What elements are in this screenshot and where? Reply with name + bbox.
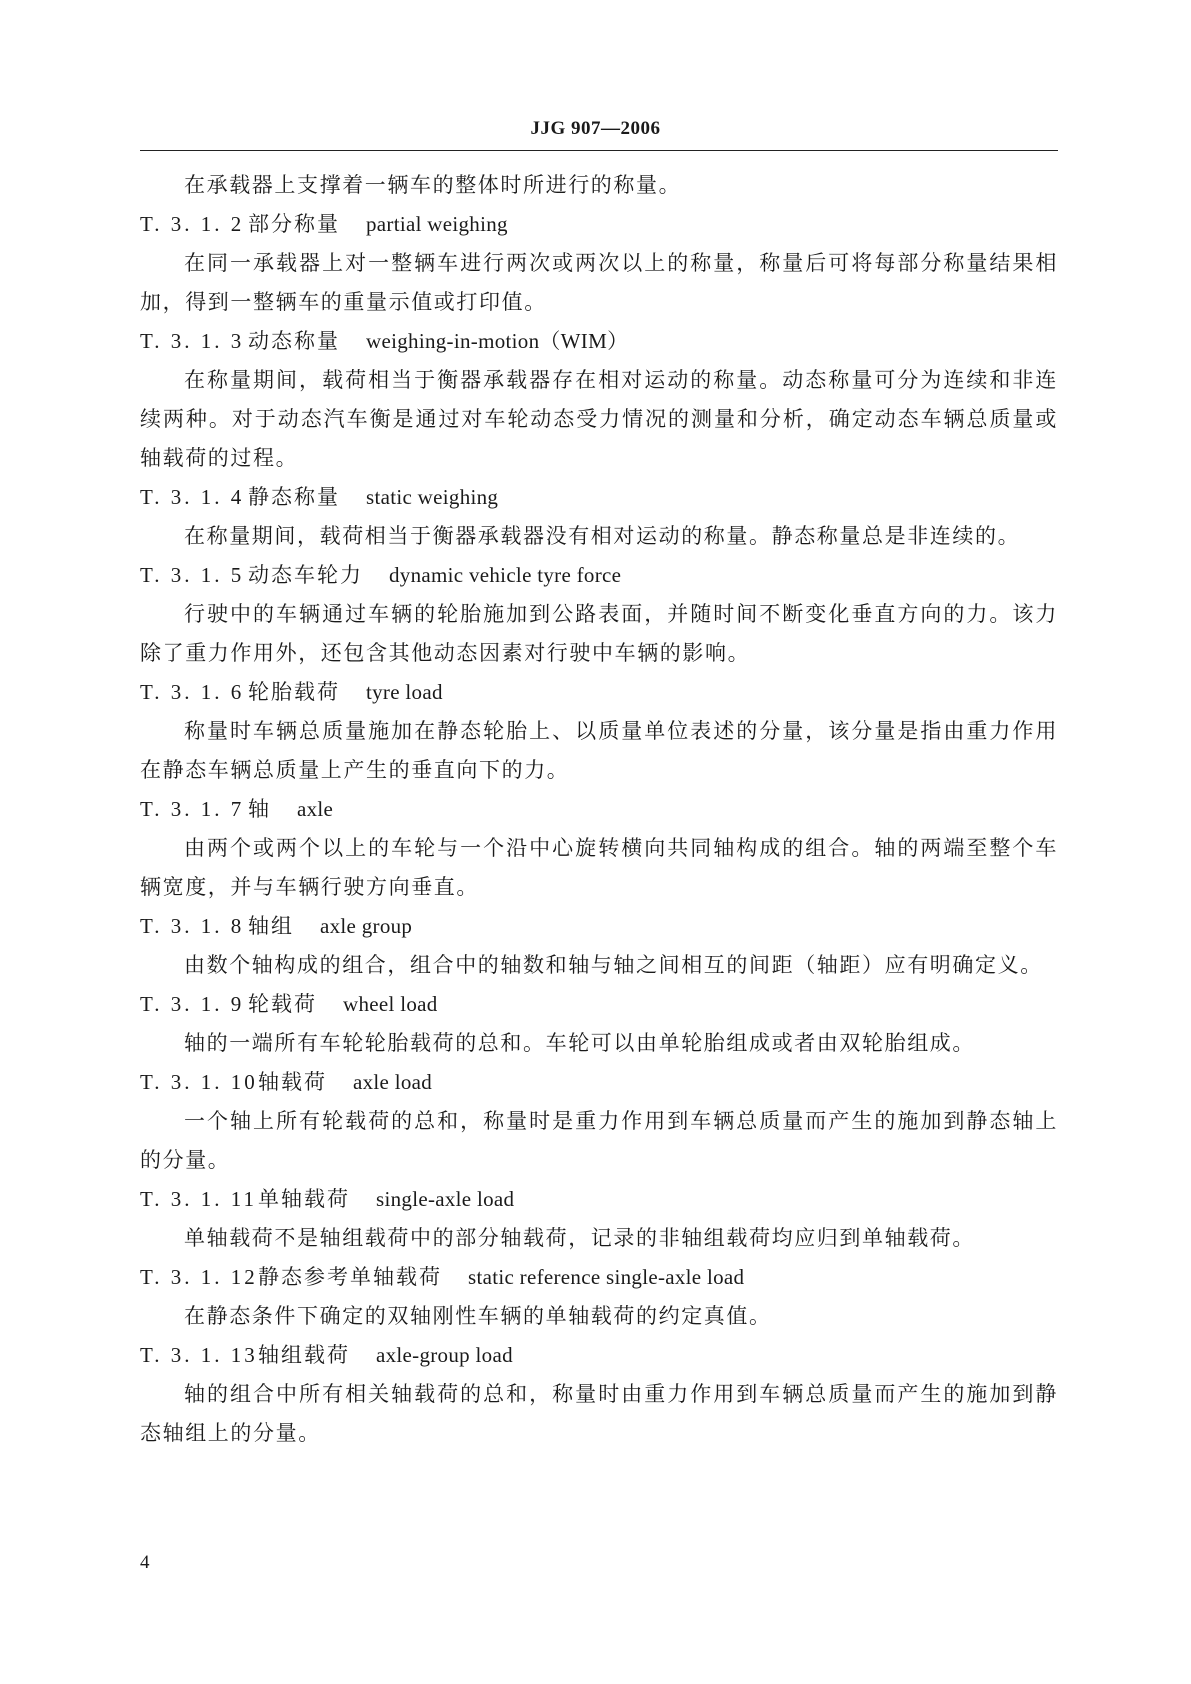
term-chinese: 部分称量: [248, 212, 340, 236]
definition-paragraph: 单轴载荷不是轴组载荷中的部分轴载荷，记录的非轴组载荷均应归到单轴载荷。: [184, 1226, 975, 1250]
term-english: wheel load: [343, 992, 438, 1016]
definition-paragraph: 在静态条件下确定的双轴刚性车辆的单轴载荷的约定真值。: [184, 1304, 772, 1328]
document-body: [140, 166, 1058, 1453]
term-heading: [140, 1180, 1058, 1219]
term-chinese: 轴组: [248, 914, 294, 938]
term-english: axle-group load: [376, 1343, 513, 1367]
definition-paragraph: 在同一承载器上对一整辆车进行两次或两次以上的称量，称量后可将每部分称量结果相加，得到一整辆车的重量示值或打印值。: [140, 251, 1058, 314]
term-chinese: 轴载荷: [258, 1070, 327, 1094]
term-number: T. 3. 1. 8: [140, 914, 245, 938]
definition-paragraph: 在称量期间，载荷相当于衡器承载器没有相对运动的称量。静态称量总是非连续的。: [184, 524, 1021, 548]
term-english: single-axle load: [376, 1187, 515, 1211]
definition-paragraph: 轴的一端所有车轮轮胎载荷的总和。车轮可以由单轮胎组成或者由双轮胎组成。: [184, 1031, 975, 1055]
term-english: axle load: [353, 1070, 433, 1094]
definition-paragraph: 在称量期间，载荷相当于衡器承载器存在相对运动的称量。动态称量可分为连续和非连续两种。对于动态汽车衡是通过对车轮动态受力情况的测量和分析，确定动态车辆总质量或轴载荷的过程。: [140, 368, 1058, 470]
term-heading: [140, 673, 1058, 712]
definition-paragraph: 在承载器上支撑着一辆车的整体时所进行的称量。: [184, 173, 682, 197]
definition-paragraph: 称量时车辆总质量施加在静态轮胎上、以质量单位表述的分量，该分量是指由重力作用在静态车辆总质量上产生的垂直向下的力。: [140, 719, 1058, 782]
term-number: T. 3. 1. 3: [140, 329, 245, 353]
term-number: T. 3. 1. 9: [140, 992, 245, 1016]
term-number: T. 3. 1. 6: [140, 680, 245, 704]
definition-paragraph: 一个轴上所有轮载荷的总和，称量时是重力作用到车辆总质量而产生的施加到静态轴上的分量。: [140, 1109, 1058, 1172]
term-english: tyre load: [366, 680, 443, 704]
term-heading: [140, 907, 1058, 946]
term-heading: [140, 205, 1058, 244]
term-chinese: 轮载荷: [248, 992, 317, 1016]
term-english: static reference single-axle load: [468, 1265, 745, 1289]
term-english: static weighing: [366, 485, 499, 509]
term-english: axle: [297, 797, 334, 821]
term-heading: [140, 478, 1058, 517]
term-number: T. 3. 1. 11: [140, 1187, 257, 1211]
definition-paragraph: 由两个或两个以上的车轮与一个沿中心旋转横向共同轴构成的组合。轴的两端至整个车辆宽度，并与车辆行驶方向垂直。: [140, 836, 1058, 899]
term-chinese: 静态称量: [248, 485, 340, 509]
term-number: T. 3. 1. 13: [140, 1343, 258, 1367]
term-number: T. 3. 1. 5: [140, 563, 245, 587]
term-heading: [140, 322, 1058, 361]
term-english: weighing-in-motion（WIM）: [366, 329, 629, 353]
definition-paragraph: 行驶中的车辆通过车辆的轮胎施加到公路表面，并随时间不断变化垂直方向的力。该力除了重力作用外，还包含其他动态因素对行驶中车辆的影响。: [140, 602, 1058, 665]
term-chinese: 单轴载荷: [258, 1187, 350, 1211]
term-number: T. 3. 1. 4: [140, 485, 245, 509]
page-number: 4: [140, 1552, 150, 1573]
term-heading: [140, 1063, 1058, 1102]
term-english: axle group: [320, 914, 413, 938]
term-chinese: 动态车轮力: [248, 563, 363, 587]
term-heading: [140, 790, 1058, 829]
term-heading: [140, 1258, 1058, 1297]
term-chinese: 轴: [248, 797, 271, 821]
term-number: T. 3. 1. 10: [140, 1070, 258, 1094]
header-rule: [140, 150, 1058, 151]
term-heading: [140, 1336, 1058, 1375]
definition-paragraph: 由数个轴构成的组合，组合中的轴数和轴与轴之间相互的间距（轴距）应有明确定义。: [184, 953, 1043, 977]
term-number: T. 3. 1. 7: [140, 797, 245, 821]
term-number: T. 3. 1. 12: [140, 1265, 258, 1289]
term-chinese: 轴组载荷: [258, 1343, 350, 1367]
definition-paragraph: 轴的组合中所有相关轴载荷的总和，称量时由重力作用到车辆总质量而产生的施加到静态轴组上的分量。: [140, 1382, 1058, 1445]
term-english: partial weighing: [366, 212, 508, 236]
term-heading: [140, 556, 1058, 595]
term-chinese: 动态称量: [248, 329, 340, 353]
term-english: dynamic vehicle tyre force: [389, 563, 622, 587]
term-chinese: 轮胎载荷: [248, 680, 340, 704]
document-code-header: JJG 907—2006: [530, 118, 661, 139]
term-chinese: 静态参考单轴载荷: [258, 1265, 442, 1289]
term-heading: [140, 985, 1058, 1024]
term-number: T. 3. 1. 2: [140, 212, 245, 236]
